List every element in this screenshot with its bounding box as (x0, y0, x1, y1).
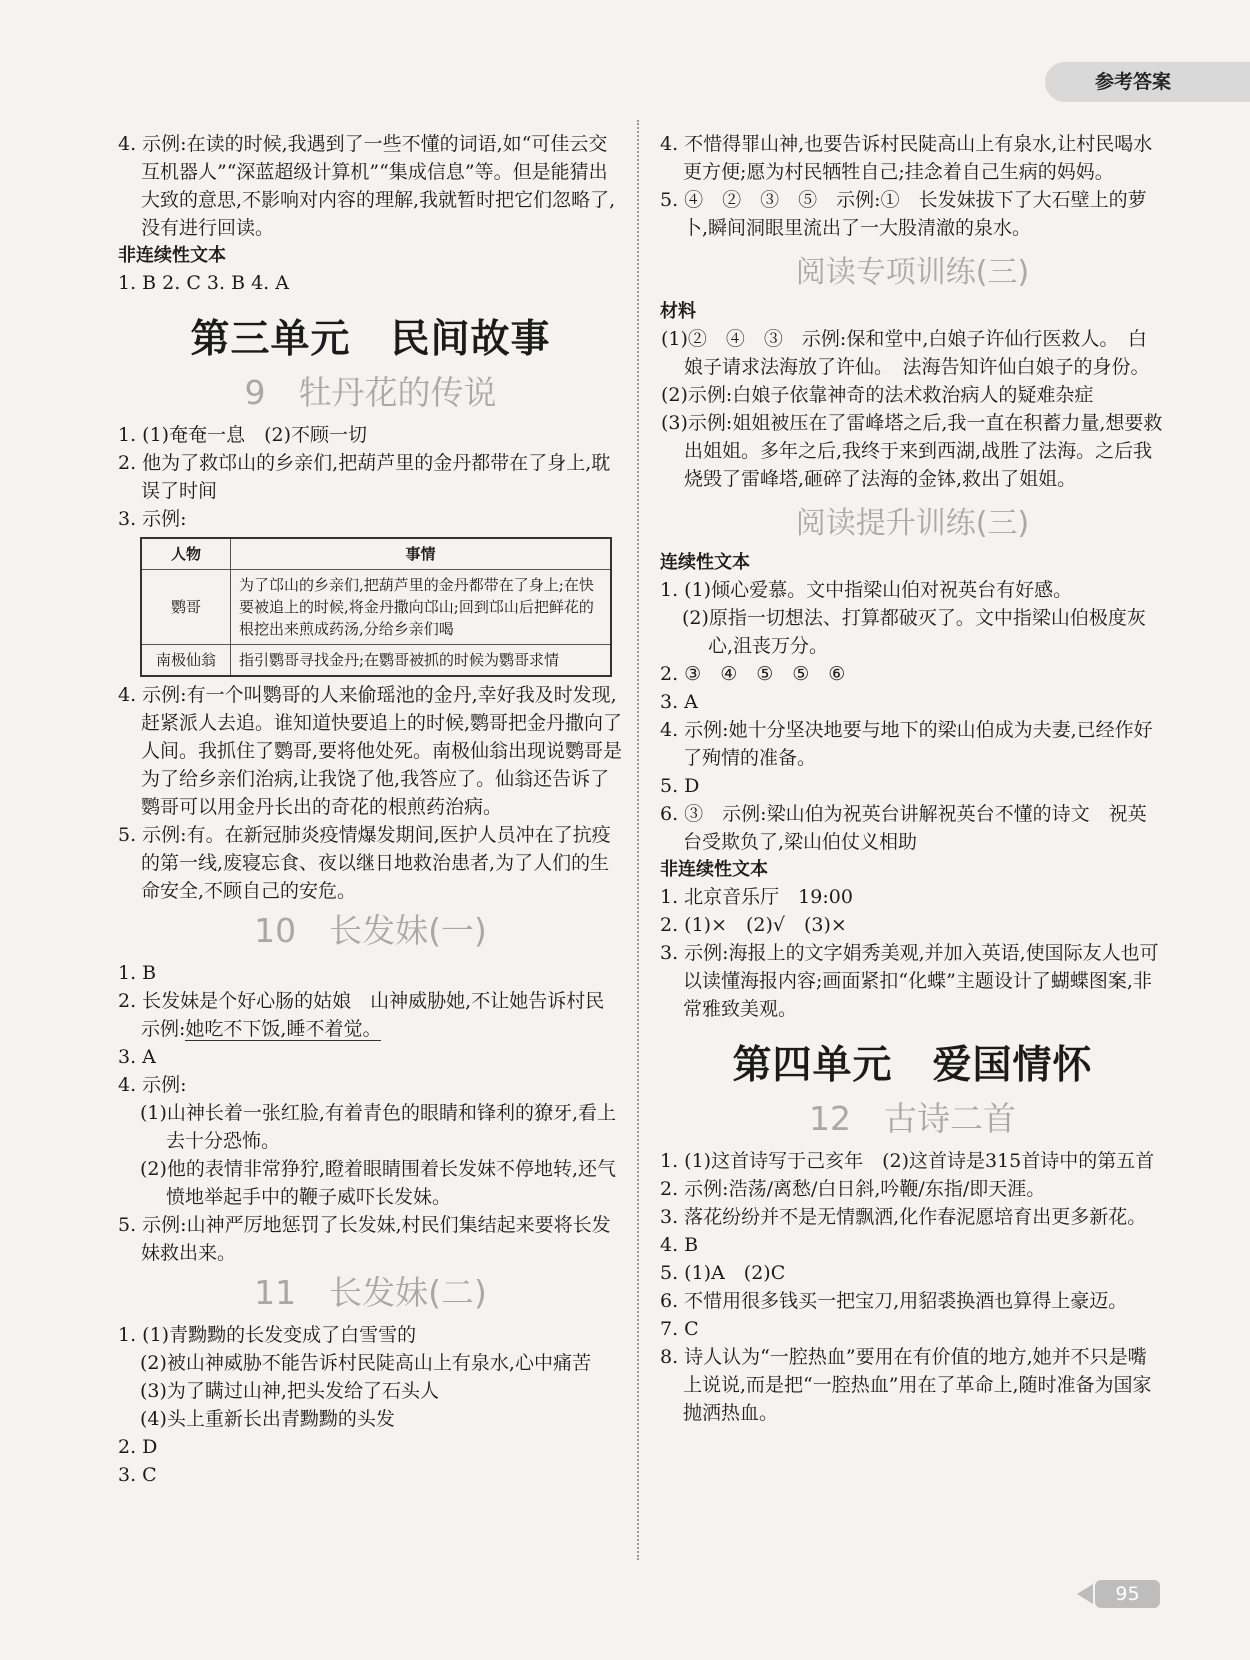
answer-item: 3. A (118, 1046, 156, 1068)
section-label: 非连续性文本 (660, 859, 768, 880)
section-label: 连续性文本 (660, 552, 750, 573)
answer-item: 1. B 2. C 3. B 4. A (118, 272, 289, 294)
answer-item: 2. 他为了救邙山的乡亲们,把葫芦里的金丹都带在了身上,耽误了时间 (118, 452, 611, 502)
answer-item: (1)② ④ ③ 示例:保和堂中,白娘子许仙行医救人。 白娘子请求法海放了许仙。 法海告知许仙白娘子的身份。 (661, 328, 1150, 378)
table-cell-name: 南极仙翁 (141, 645, 231, 677)
left-column (118, 130, 623, 1489)
answer-item: 4. 示例: (118, 1074, 187, 1096)
section-title: 阅读提升训练(三) (795, 506, 1030, 541)
answer-item: 2. 示例:浩荡/离愁/白日斜,吟鞭/东指/即天涯。 (660, 1178, 1046, 1200)
answer-item: 2. D (118, 1436, 158, 1458)
table-cell-name: 鹦哥 (141, 570, 231, 645)
table-row (141, 645, 611, 677)
unit-title: 第四单元 爱国情怀 (732, 1043, 1093, 1088)
table-header-row (141, 538, 611, 570)
answer-item: 3. 落花纷纷并不是无情飘洒,化作春泥愿培育出更多新花。 (660, 1206, 1147, 1228)
answer-item: 8. 诗人认为“一腔热血”要用在有价值的地方,她并不只是嘴上说说,而是把“一腔热血”用在了革命上,随时准备为国家抛洒热血。 (660, 1346, 1152, 1424)
section-title: 阅读专项训练(三) (795, 255, 1030, 290)
table-header: 人物 (141, 538, 231, 570)
answer-item: 4. 示例:有一个叫鹦哥的人来偷瑶池的金丹,幸好我及时发现,赶紧派人去追。谁知道快要追上的时候,鹦哥把金丹撒向了人间。我抓住了鹦哥,要将他处死。南极仙翁出现说鹦哥是为了给乡亲们治病,让我饶了他,我答应了。仙翁还告诉了鹦哥可以用金丹长出的奇花的根煎药治病。 (118, 684, 623, 818)
answer-item: 4. 示例:她十分坚决地要与地下的梁山伯成为夫妻,已经作好了殉情的准备。 (660, 719, 1153, 769)
answer-subitem: (1)山神长着一张红脸,有着青色的眼睛和锋利的獠牙,看上去十分恐怖。 (140, 1102, 616, 1152)
section-label: 材料 (660, 301, 696, 322)
answer-table (140, 537, 612, 677)
answer-item: 3. 示例: (118, 508, 187, 530)
answer-item: 5. ④ ② ③ ⑤ 示例:① 长发妹拔下了大石壁上的萝卜,瞬间洞眼里流出了一大股清澈的泉水。 (660, 189, 1147, 239)
answer-item: (3)示例:姐姐被压在了雷峰塔之后,我一直在积蓄力量,想要救出姐姐。多年之后,我终于来到西湖,战胜了法海。之后我烧毁了雷峰塔,砸碎了法海的金钵,救出了姐姐。 (661, 412, 1163, 490)
answer-subitem: (2)原指一切想法、打算都破灭了。文中指梁山伯极度灰心,沮丧万分。 (682, 607, 1146, 657)
table-cell-event: 为了邙山的乡亲们,把葫芦里的金丹都带在了身上;在快要被追上的时候,将金丹撒向邙山;回到邙山后把鲜花的根挖出来煎成药汤,分给乡亲们喝 (231, 570, 612, 645)
answer-item: 4. 不惜得罪山神,也要告诉村民陡高山上有泉水,让村民喝水更方便;愿为村民牺牲自己;挂念着自己生病的妈妈。 (660, 133, 1153, 183)
lesson-title: 11 长发妹(二) (254, 1273, 487, 1312)
lesson-title: 10 长发妹(一) (254, 911, 487, 950)
table-header: 事情 (231, 538, 612, 570)
answer-item: 5. 示例:山神严厉地惩罚了长发妹,村民们集结起来要将长发妹救出来。 (118, 1214, 611, 1264)
answer-item: 2. ③ ④ ⑤ ⑤ ⑥ (660, 663, 846, 685)
answer-item: 1. B (118, 962, 157, 984)
answer-subitem: (2)他的表情非常狰狞,瞪着眼睛围着长发妹不停地转,还气愤地举起手中的鞭子威吓长发妹。 (140, 1158, 616, 1208)
answer-item: 5. D (660, 775, 700, 797)
answer-item: 3. 示例:海报上的文字娟秀美观,并加入英语,使国际友人也可以读懂海报内容;画面紧扣“化蝶”主题设计了蝴蝶图案,非常雅致美观。 (660, 942, 1159, 1020)
table-cell-event: 指引鹦哥寻找金丹;在鹦哥被抓的时候为鹦哥求情 (231, 645, 612, 677)
answer-subitem: (3)为了瞒过山神,把头发给了石头人 (140, 1380, 439, 1402)
answer-item: 5. (1)A (2)C (660, 1262, 786, 1284)
answer-item (118, 987, 623, 1043)
answer-item: 6. 不惜用很多钱买一把宝刀,用貂裘换酒也算得上豪迈。 (660, 1290, 1128, 1312)
answer-item: 5. 示例:有。在新冠肺炎疫情爆发期间,医护人员冲在了抗疫的第一线,废寝忘食、夜以继日地救治患者,为了人们的生命安全,不顾自己的安危。 (118, 824, 611, 902)
lesson-title: 12 古诗二首 (809, 1099, 1016, 1138)
column-divider (637, 120, 639, 1560)
table-row (141, 570, 611, 645)
lesson-title: 9 牡丹花的传说 (244, 373, 497, 412)
answer-item: (2)示例:白娘子依靠神奇的法术救治病人的疑难杂症 (661, 384, 1094, 406)
answer-item: 1. (1)倾心爱慕。文中指梁山伯对祝英台有好感。 (660, 579, 1073, 601)
answer-item: 2. (1)× (2)√ (3)× (660, 914, 847, 936)
answer-item: 7. C (660, 1318, 699, 1340)
right-column (660, 130, 1165, 1427)
answer-item: 1. (1)奄奄一息 (2)不顾一切 (118, 424, 367, 446)
answer-item: 3. C (118, 1464, 157, 1486)
answer-item: 4. 示例:在读的时候,我遇到了一些不懂的词语,如“可佳云交互机器人”“深蓝超级计算机”“集成信息”等。但是能猜出大致的意思,不影响对内容的理解,我就暂时把它们忽略了,没有进行回读。 (118, 133, 616, 239)
answer-text: 2. 长发妹是个好心肠的姑娘 山神威胁她,不让她告诉村民 示例: (118, 990, 624, 1040)
answer-key-tab: 参考答案 (1045, 62, 1250, 102)
section-label: 非连续性文本 (118, 245, 226, 266)
answer-item: 1. (1)这首诗写于己亥年 (2)这首诗是315首诗中的第五首 (660, 1150, 1155, 1172)
answer-item: 1. (1)青黝黝的长发变成了白雪雪的 (118, 1324, 417, 1346)
answer-item: 4. B (660, 1234, 699, 1256)
answer-subitem: (2)被山神威胁不能告诉村民陡高山上有泉水,心中痛苦 (140, 1352, 591, 1374)
answer-item: 6. ③ 示例:梁山伯为祝英台讲解祝英台不懂的诗文 祝英台受欺负了,梁山伯仗义相助 (660, 803, 1147, 853)
answer-item: 1. 北京音乐厅 19:00 (660, 886, 853, 908)
answer-subitem: (4)头上重新长出青黝黝的头发 (140, 1408, 395, 1430)
unit-title: 第三单元 民间故事 (190, 317, 551, 362)
page-number: 95 (1095, 1580, 1160, 1608)
underlined-text: 她吃不下饭,睡不着觉。 (185, 1018, 382, 1040)
answer-item: 3. A (660, 691, 698, 713)
